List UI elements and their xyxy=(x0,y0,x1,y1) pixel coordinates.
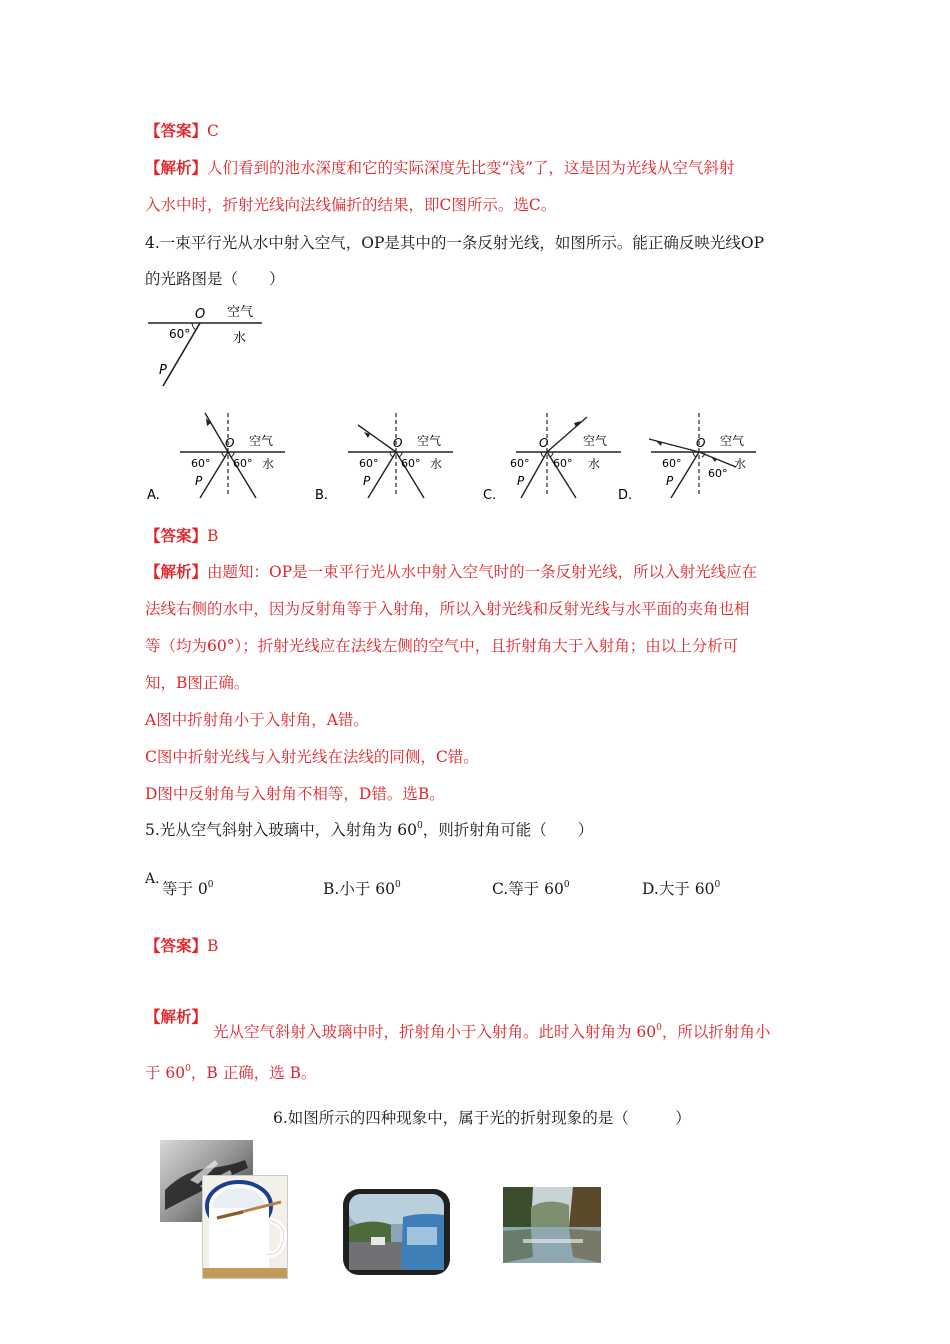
opt-a-label: A. xyxy=(147,488,160,503)
photo-lake-reflection xyxy=(503,1187,601,1263)
q5-option-a xyxy=(162,878,214,900)
analysis-line-2: 入水中时，折射光线向法线偏折的结果，即C图所示。选C。 xyxy=(145,196,557,214)
answer-value: C xyxy=(207,122,219,140)
q4-option-c-figure xyxy=(481,405,631,505)
q5-analysis-l2-prefix: 于 60 xyxy=(145,1064,186,1082)
opt-b-water: 水 xyxy=(430,457,443,471)
q5-option-d-text: 大于 60 xyxy=(658,880,715,898)
q5-option-b-text: 小于 60 xyxy=(339,880,395,898)
fig-o-label: O xyxy=(195,307,206,322)
opt-d-angle-2: 60° xyxy=(708,467,728,480)
q5-answer-line xyxy=(145,935,218,957)
q4-analysis-line-2: 法线右侧的水中，因为反射角等于入射角，所以入射光线和反射光线与水平面的夹角也相 xyxy=(145,600,750,618)
fig-water-label: 水 xyxy=(233,331,247,346)
q4-answer-value: B xyxy=(207,527,219,545)
q4-main-figure xyxy=(145,302,270,392)
photo-car-mirror xyxy=(341,1187,452,1277)
q4-analysis-line-5: A图中折射角小于入射角，A错。 xyxy=(145,711,369,729)
opt-c-p: P xyxy=(517,474,525,488)
opt-c-air: 空气 xyxy=(583,434,608,448)
q5-option-b xyxy=(323,878,401,900)
answer-line-1 xyxy=(145,120,219,142)
opt-d-air: 空气 xyxy=(720,434,745,448)
q4-option-a-figure xyxy=(145,405,295,505)
q5-analysis-line-1 xyxy=(213,1021,770,1043)
opt-d-water: 水 xyxy=(734,457,747,471)
opt-c-o: O xyxy=(539,436,549,450)
q5-stem-sup: 0 xyxy=(416,821,423,831)
analysis-text: 人们看到的池水深度和它的实际深度先比变“浅”了，这是因为光线从空气斜射 xyxy=(207,159,735,177)
q5-analysis-label: 【解析】 xyxy=(145,1007,208,1026)
opt-d-label: D. xyxy=(618,488,633,503)
opt-b-angle-1: 60° xyxy=(359,457,379,470)
opt-a-angle-2: 60° xyxy=(233,457,253,470)
q4-stem-line-1: 4.一束平行光从水中射入空气，OP是其中的一条反射光线，如图所示。能正确反映光线OP xyxy=(145,234,765,252)
opt-d-p: P xyxy=(666,474,674,488)
opt-c-label: C. xyxy=(483,488,497,503)
q4-analysis-line-1 xyxy=(145,561,757,583)
q5-option-a-text: 等于 0 xyxy=(162,880,208,898)
opt-b-p: P xyxy=(363,474,371,488)
q5-analysis-l2-suffix: ，B 正确，选 B。 xyxy=(190,1064,317,1082)
q5-analysis-line-2 xyxy=(145,1062,317,1084)
opt-c-angle-2: 60° xyxy=(553,457,573,470)
q5-option-b-label: B. xyxy=(323,880,340,898)
opt-b-label: B. xyxy=(315,488,329,503)
q4-option-b-figure xyxy=(313,405,463,505)
q5-option-c xyxy=(492,878,570,900)
q5-answer-label: 【答案】 xyxy=(145,936,208,955)
analysis-label: 【解析】 xyxy=(145,158,208,177)
q4-analysis-line-7: D图中反射角与入射角不相等，D错。选B。 xyxy=(145,785,445,803)
q5-analysis-l1-sup: 0 xyxy=(656,1023,662,1033)
q5-option-c-label: C. xyxy=(492,880,509,898)
opt-a-p: P xyxy=(195,474,203,488)
opt-a-water: 水 xyxy=(262,457,275,471)
q5-analysis-l1-suffix: ，所以折射角小 xyxy=(661,1023,771,1041)
opt-b-air: 空气 xyxy=(417,434,442,448)
q5-stem xyxy=(145,819,593,841)
opt-d-o: O xyxy=(696,436,706,450)
analysis-line-1 xyxy=(145,157,734,179)
q4-analysis-line-4: 知，B图正确。 xyxy=(145,674,250,692)
q5-stem-prefix: 5.光从空气斜射入玻璃中，入射角为 60 xyxy=(145,821,417,839)
opt-d-angle-1: 60° xyxy=(662,457,682,470)
q5-analysis-l1-prefix: 光从空气斜射入玻璃中时，折射角小于入射角。此时入射角为 60 xyxy=(213,1023,657,1041)
q5-option-a-sup: 0 xyxy=(207,880,214,890)
q6-stem: 6.如图所示的四种现象中，属于光的折射现象的是（ ） xyxy=(273,1109,691,1127)
q4-answer-line xyxy=(145,525,218,547)
q4-analysis-text: 由题知：OP是一束平行光从水中射入空气时的一条反射光线，所以入射光线应在 xyxy=(207,563,758,581)
q4-stem-line-2: 的光路图是（ ） xyxy=(145,270,285,288)
q4-option-d-figure xyxy=(616,405,766,505)
q4-answer-label: 【答案】 xyxy=(145,526,208,545)
q5-option-c-text: 等于 60 xyxy=(508,880,564,898)
opt-a-air: 空气 xyxy=(249,434,274,448)
q5-option-d-label: D. xyxy=(642,880,659,898)
fig-angle-label: 60° xyxy=(169,327,191,341)
q4-analysis-line-3: 等（均为60°）；折射光线应在法线左侧的空气中，且折射角大于入射角；由以上分析可 xyxy=(145,637,739,655)
q5-analysis-l2-sup: 0 xyxy=(185,1064,191,1074)
opt-a-o: O xyxy=(225,436,235,450)
q5-option-d-sup: 0 xyxy=(714,880,721,890)
opt-b-angle-2: 60° xyxy=(401,457,421,470)
q5-stem-suffix: ，则折射角可能（ ） xyxy=(422,821,594,839)
q5-option-b-sup: 0 xyxy=(394,880,401,890)
answer-label: 【答案】 xyxy=(145,121,208,140)
q5-option-d xyxy=(642,878,720,900)
opt-b-o: O xyxy=(393,436,403,450)
opt-c-water: 水 xyxy=(588,457,601,471)
q5-answer-value: B xyxy=(207,937,219,955)
fig-air-label: 空气 xyxy=(227,305,254,320)
opt-c-angle-1: 60° xyxy=(510,457,530,470)
q5-option-c-sup: 0 xyxy=(563,880,570,890)
q5-option-a-label: A. xyxy=(145,871,160,887)
opt-a-angle-1: 60° xyxy=(191,457,211,470)
fig-p-label: P xyxy=(159,363,167,378)
photo-mug-straw xyxy=(202,1175,288,1279)
q4-analysis-line-6: C图中折射光线与入射光线在法线的同侧，C错。 xyxy=(145,748,479,766)
q4-analysis-label: 【解析】 xyxy=(145,562,208,581)
